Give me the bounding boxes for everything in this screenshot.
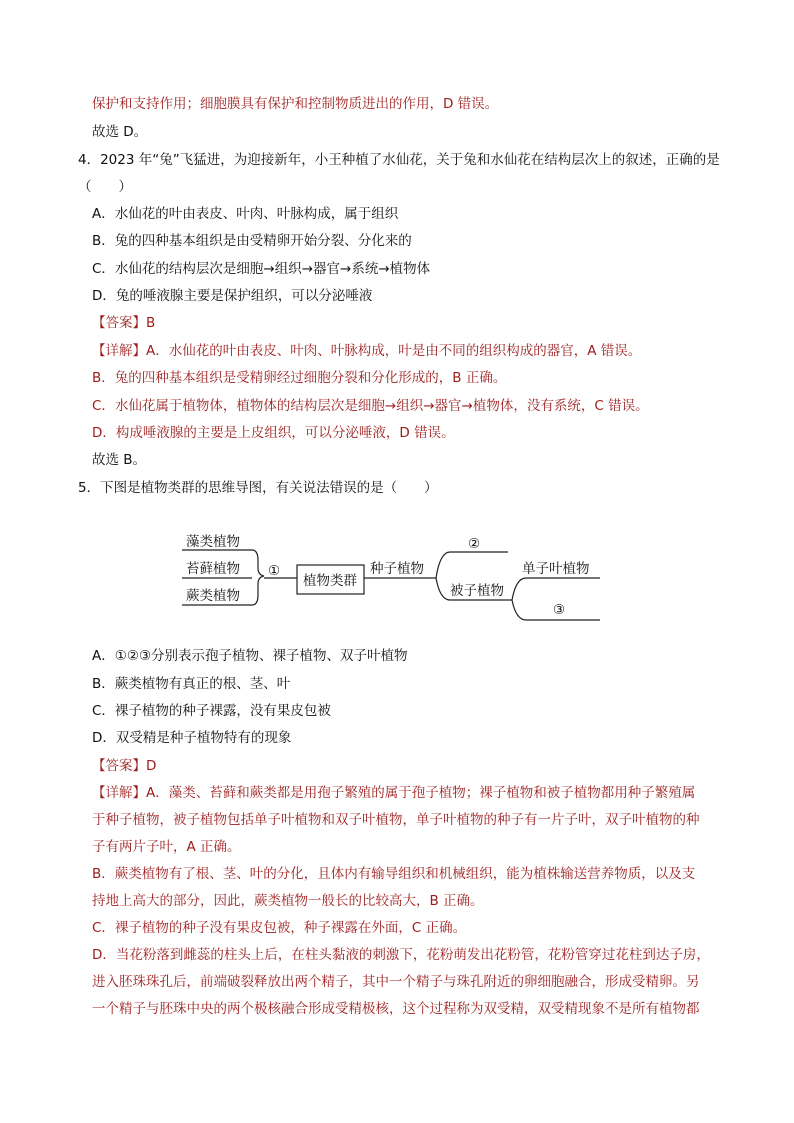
q4-conclusion: 故选 B。 [92,452,147,468]
node-algae: 藻类植物 [186,534,240,550]
q5-explain-6: C．裸子植物的种子没有果皮包被，种子裸露在外面，C 正确。 [92,920,467,936]
node-circle2: ② [468,536,481,552]
q5-explain-5: 持地上高大的部分，因此，蕨类植物一般长的比较高大，B 正确。 [92,893,484,909]
node-circle3: ③ [553,602,566,618]
top-explain-line: 保护和支持作用；细胞膜具有保护和控制物质进出的作用，D 错误。 [92,96,499,112]
left-brace [252,550,264,605]
q5-option-b: B．蕨类植物有真正的根、茎、叶 [92,676,291,692]
node-center: 植物类群 [303,573,357,589]
top-conclusion: 故选 D。 [92,124,148,140]
q4-stem-bracket: （ ） [78,179,132,195]
angio-to-mono-line [512,578,600,600]
q4-explain-c: C．水仙花属于植物体，植物体的结构层次是细胞→组织→器官→植物体，没有系统，C 错误。 [92,398,649,414]
node-seed: 种子植物 [370,561,424,577]
q4-option-d: D．兔的唾液腺主要是保护组织，可以分泌唾液 [92,288,373,304]
q4-stem: 4．2023 年“兔”飞猛进，为迎接新年，小王种植了水仙花，关于兔和水仙花在结构层次上的叙述，正确的是 [78,152,720,168]
seed-to-angio-line [436,578,512,600]
q5-stem: 5．下图是植物类群的思维导图，有关说法错误的是（ ） [78,480,438,496]
q5-explain-2: 于种子植物，被子植物包括单子叶植物和双子叶植物，单子叶植物的种子有一片子叶，双子叶植物的种 [92,812,700,828]
q4-explain-a: 【详解】A．水仙花的叶由表皮、叶肉、叶脉构成，叶是由不同的组织构成的器官，A 错误。 [92,343,642,359]
q5-explain-7: D．当花粉落到雌蕊的柱头上后，在柱头黏液的刺激下，花粉萌发出花粉管，花粉管穿过花柱到达子房， [92,947,710,963]
q5-explain-9: 一个精子与胚珠中央的两个极核融合形成受精极核，这个过程称为双受精，双受精现象不是所有植物都 [92,1001,700,1017]
q4-option-a: A．水仙花的叶由表皮、叶肉、叶脉构成，属于组织 [92,206,399,222]
q5-option-a: A．①②③分别表示孢子植物、裸子植物、双子叶植物 [92,648,408,664]
q4-explain-b: B．兔的四种基本组织是受精卵经过细胞分裂和分化形成的，B 正确。 [92,370,507,386]
q4-explain-d: D．构成唾液腺的主要是上皮组织，可以分泌唾液，D 错误。 [92,425,455,441]
q5-option-d: D．双受精是种子植物特有的现象 [92,730,292,746]
angio-to-dicot-line [512,600,600,620]
q4-option-b: B．兔的四种基本组织是由受精卵开始分裂、分化来的 [92,233,412,249]
q5-explain-8: 进入胚珠珠孔后，前端破裂释放出两个精子，其中一个精子与珠孔附近的卵细胞融合，形成受精卵。另 [92,974,700,990]
node-moss: 苔藓植物 [186,561,240,577]
q4-option-c: C．水仙花的结构层次是细胞→组织→器官→系统→植物体 [92,261,431,277]
q5-explain-4: B．蕨类植物有了根、茎、叶的分化，且体内有输导组织和机械组织，能为植株输送营养物质，以及支 [92,866,696,882]
q4-answer: 【答案】B [92,315,156,331]
node-mono: 单子叶植物 [522,561,590,577]
q5-explain-3: 子有两片子叶，A 正确。 [92,839,241,855]
node-fern: 蕨类植物 [186,588,240,604]
node-circle1: ① [268,563,281,579]
q5-explain-1: 【详解】A．藻类、苔藓和蕨类都是用孢子繁殖的属于孢子植物；裸子植物和被子植物都用种子繁殖属 [92,785,696,801]
seed-to-gymno-line [436,552,508,578]
q5-option-c: C．裸子植物的种子裸露，没有果皮包被 [92,703,331,719]
q5-answer: 【答案】D [92,758,157,774]
center-box [297,565,364,594]
node-angio: 被子植物 [450,583,504,599]
